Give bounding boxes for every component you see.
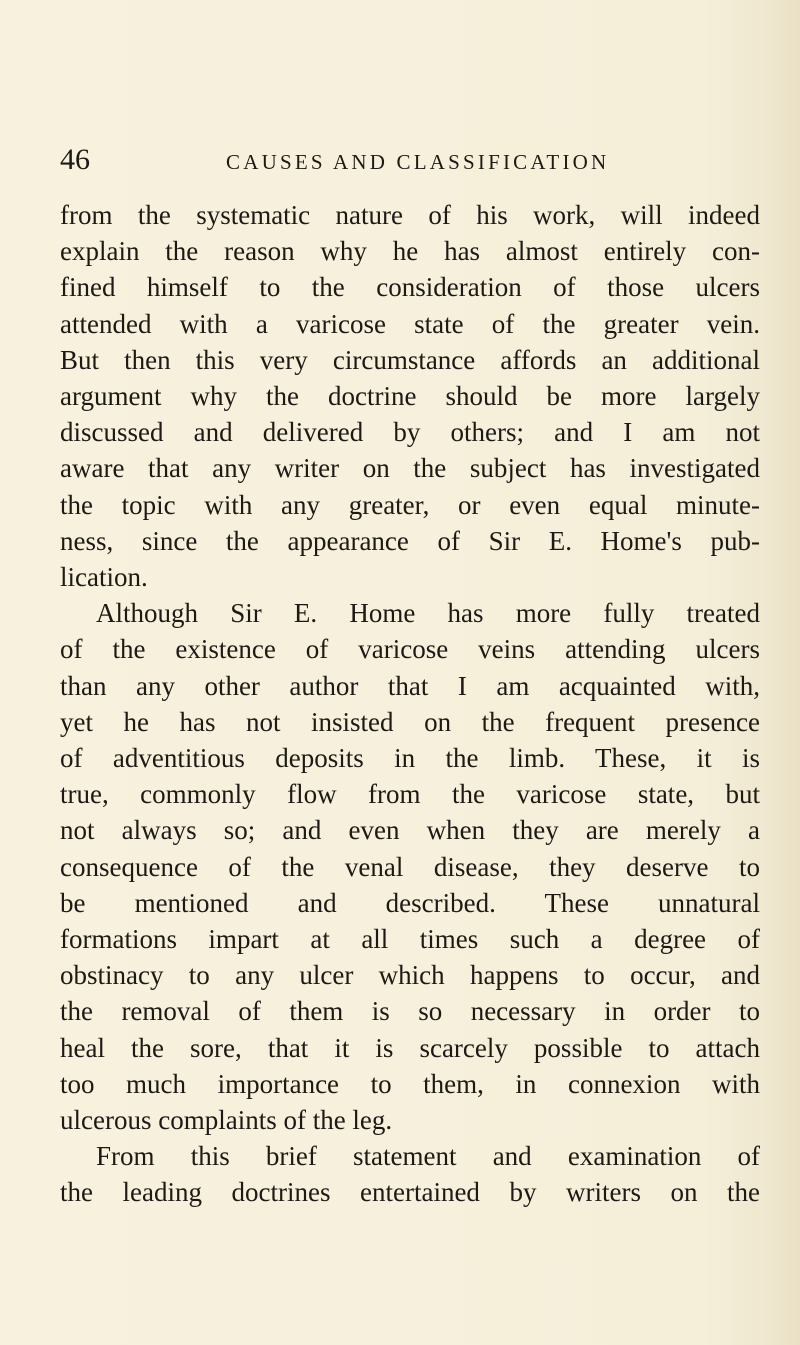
- text-line: the removal of them is so necessary in order to: [60, 996, 760, 1027]
- text-line: argument why the doctrine should be more largely: [60, 381, 760, 412]
- text-line: attended with a varicose state of the greater vein.: [60, 308, 760, 339]
- text-line: explain the reason why he has almost entirely con-: [60, 236, 760, 267]
- text-line: But then this very circumstance affords an additional: [60, 344, 760, 375]
- text-line: formations impart at all times such a degree of: [60, 924, 760, 955]
- body-text: [60, 197, 760, 1211]
- text-line: From this brief statement and examination of: [96, 1141, 760, 1172]
- text-line: the topic with any greater, or even equal minute-: [60, 489, 760, 520]
- text-line: ulcerous complaints of the leg.: [60, 1105, 393, 1136]
- text-line: from the systematic nature of his work, will indeed: [60, 200, 760, 230]
- text-line: lication.: [60, 562, 148, 593]
- text-line: true, commonly flow from the varicose state, but: [60, 779, 760, 810]
- page-number: 46: [60, 143, 90, 176]
- text-line: too much importance to them, in connexion with: [60, 1068, 760, 1099]
- text-line: of adventitious deposits in the limb. These, it is: [60, 743, 760, 774]
- text-line: yet he has not insisted on the frequent presence: [60, 706, 760, 737]
- text-line: discussed and delivered by others; and I am not: [60, 417, 760, 448]
- text-line: aware that any writer on the subject has investigated: [60, 453, 760, 484]
- text-line: be mentioned and described. These unnatural: [60, 887, 760, 918]
- text-line: not always so; and even when they are merely a: [60, 815, 760, 846]
- page-header: [60, 140, 760, 180]
- text-line: obstinacy to any ulcer which happens to occur, and: [60, 960, 760, 991]
- text-line: heal the sore, that it is scarcely possible to attach: [60, 1032, 760, 1063]
- text-line: consequence of the venal disease, they deserve to: [60, 851, 760, 882]
- text-line: ness, since the appearance of Sir E. Home's pub-: [60, 525, 760, 556]
- text-line: than any other author that I am acquainted with,: [60, 670, 760, 701]
- text-line: of the existence of varicose veins attending ulcers: [60, 634, 760, 665]
- text-line: fined himself to the consideration of those ulcers: [60, 272, 760, 303]
- text-line: Although Sir E. Home has more fully treated: [96, 598, 760, 629]
- running-head: CAUSES AND CLASSIFICATION: [226, 150, 610, 174]
- text-line: the leading doctrines entertained by writers on the: [60, 1177, 760, 1208]
